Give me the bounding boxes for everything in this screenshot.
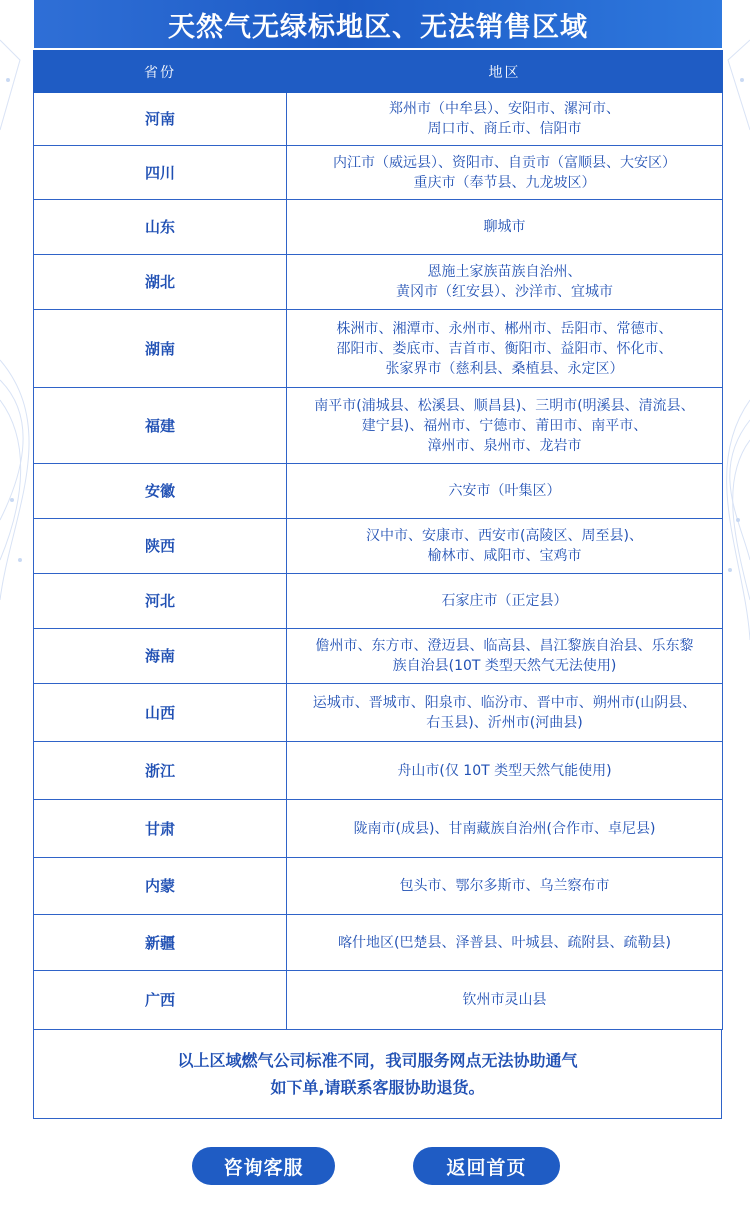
table-row [34, 255, 723, 310]
region-line: 舟山市(仅 10T 类型天然气能使用) [397, 762, 612, 779]
table-row [34, 574, 723, 629]
region-cell [287, 915, 723, 971]
region-line: 钦州市灵山县 [462, 992, 547, 1008]
region-table-container [33, 50, 722, 1119]
province-cell: 陕西 [34, 519, 287, 574]
province-cell: 河北 [34, 574, 287, 629]
table-row [34, 629, 723, 684]
region-line: 儋州市、东方市、澄迈县、临高县、昌江黎族自治县、乐东黎 [315, 638, 694, 654]
province-cell: 新疆 [34, 915, 287, 971]
table-row [34, 464, 723, 519]
province-cell: 山东 [34, 200, 287, 255]
region-line: 周口市、商丘市、信阳市 [427, 121, 582, 137]
province-cell: 浙江 [34, 742, 287, 800]
footer-notice-line: 如下单,请联系客服协助退货。 [270, 1078, 485, 1097]
region-line: 聊城市 [483, 219, 526, 235]
region-line: 右玉县)、沂州市(河曲县) [426, 714, 583, 731]
region-line: 内江市（威远县）、资阳市、自贡市（富顺县、大安区） [333, 154, 676, 171]
region-line: 包头市、鄂尔多斯市、乌兰察布市 [399, 878, 610, 894]
consult-service-button[interactable]: 咨询客服 [192, 1147, 335, 1185]
region-line: 汉中市、安康市、西安市(高陵区、周至县)、 [366, 528, 643, 544]
column-header-province: 省份 [34, 51, 287, 93]
table-row [34, 388, 723, 464]
province-cell: 湖北 [34, 255, 287, 310]
region-cell [287, 146, 723, 200]
province-cell: 福建 [34, 388, 287, 464]
region-cell [287, 93, 723, 146]
region-cell [287, 255, 723, 310]
province-cell: 河南 [34, 93, 287, 146]
table-row [34, 310, 723, 388]
table-row [34, 971, 723, 1030]
table-header-row [34, 51, 723, 93]
province-cell: 内蒙 [34, 858, 287, 915]
region-line: 石家庄市（正定县） [441, 593, 568, 609]
page-title: 天然气无绿标地区、无法销售区域 [34, 0, 722, 48]
province-cell: 四川 [34, 146, 287, 200]
region-cell [287, 464, 723, 519]
region-line: 重庆市（奉节县、九龙坡区） [413, 174, 596, 191]
region-line: 六安市（叶集区） [448, 483, 561, 499]
region-cell [287, 310, 723, 388]
region-line: 陇南市(成县)、甘南藏族自治州(合作市、卓尼县) [353, 820, 656, 837]
column-header-region: 地区 [287, 51, 723, 93]
table-row [34, 519, 723, 574]
region-cell [287, 629, 723, 684]
region-line: 喀什地区(巴楚县、泽普县、叶城县、疏附县、疏勒县) [338, 934, 671, 951]
region-line: 建宁县)、福州市、宁德市、莆田市、南平市、 [361, 417, 648, 434]
province-cell: 安徽 [34, 464, 287, 519]
table-row [34, 684, 723, 742]
table-row [34, 915, 723, 971]
province-cell: 甘肃 [34, 800, 287, 858]
region-line: 郑州市（中牟县）、安阳市、漯河市、 [389, 101, 620, 117]
province-cell: 广西 [34, 971, 287, 1030]
region-line: 运城市、晋城市、阳泉市、临汾市、晋中市、朔州市(山阴县、 [312, 694, 697, 711]
region-cell [287, 519, 723, 574]
region-line: 张家界市（慈利县、桑植县、永定区） [385, 360, 624, 377]
back-to-home-button[interactable]: 返回首页 [413, 1147, 560, 1185]
region-line: 榆林市、咸阳市、宝鸡市 [427, 548, 582, 564]
region-line: 黄冈市（红安县）、沙洋市、宜城市 [396, 284, 613, 300]
region-cell [287, 200, 723, 255]
region-cell [287, 971, 723, 1030]
region-cell [287, 858, 723, 915]
table-row [34, 858, 723, 915]
province-cell: 海南 [34, 629, 287, 684]
region-table [33, 50, 723, 1030]
region-line: 邵阳市、娄底市、吉首市、衡阳市、益阳市、怀化市、 [336, 340, 673, 357]
region-cell [287, 574, 723, 629]
table-row [34, 146, 723, 200]
region-line: 恩施土家族苗族自治州、 [427, 264, 582, 280]
table-row [34, 742, 723, 800]
region-cell [287, 742, 723, 800]
region-cell [287, 800, 723, 858]
region-line: 漳州市、泉州市、龙岩市 [427, 437, 582, 454]
region-line: 族自治县(10T 类型天然气无法使用) [392, 658, 617, 674]
region-cell [287, 684, 723, 742]
table-row [34, 93, 723, 146]
province-cell: 山西 [34, 684, 287, 742]
table-row [34, 800, 723, 858]
province-cell: 湖南 [34, 310, 287, 388]
region-line: 南平市(浦城县、松溪县、顺昌县)、三明市(明溪县、清流县、 [314, 397, 695, 414]
region-line: 株洲市、湘潭市、永州市、郴州市、岳阳市、常德市、 [336, 320, 673, 337]
region-cell [287, 388, 723, 464]
footer-notice-line: 以上区域燃气公司标准不同，我司服务网点无法协助通气 [177, 1051, 578, 1070]
table-row [34, 200, 723, 255]
footer-notice [33, 1030, 722, 1119]
